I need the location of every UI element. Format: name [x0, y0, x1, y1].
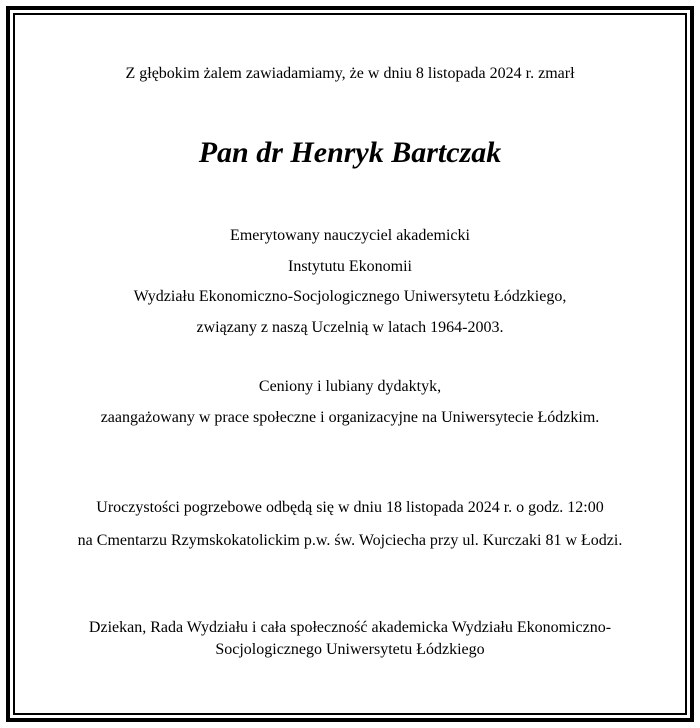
funeral-line-1: Uroczystości pogrzebowe odbędą się w dniu 18 listopada 2024 r. o godz. 12:00 — [96, 499, 604, 516]
bio-line-1: Emerytowany nauczyciel akademicki — [230, 227, 470, 244]
intro-text: Z głębokim żalem zawiadamiamy, że w dniu 8 listopada 2024 r. zmarł — [125, 65, 575, 82]
inner-border — [13, 13, 687, 715]
bio-line-2: Instytutu Ekonomii — [288, 258, 412, 275]
funeral-line-2: na Cmentarzu Rzymskokatolickim p.w. św. Wojciecha przy ul. Kurczaki 81 w Łodzi. — [77, 532, 623, 549]
deceased-name: Pan dr Henryk Bartczak — [198, 136, 502, 169]
bio-line-3: Wydziału Ekonomiczno-Socjologicznego Uniwersytetu Łódzkiego, — [133, 288, 567, 305]
tribute-line-1: Ceniony i lubiany dydaktyk, — [258, 378, 442, 395]
tribute-line-2: zaangażowany w prace społeczne i organizacyjne na Uniwersytecie Łódzkim. — [100, 409, 600, 426]
signature-line-2: Socjologicznego Uniwersytetu Łódzkiego — [215, 641, 485, 658]
bio-line-4: związany z naszą Uczelnią w latach 1964-2003. — [196, 319, 504, 336]
signature-line-1: Dziekan, Rada Wydziału i cała społeczność akademicka Wydziału Ekonomiczno- — [88, 619, 612, 636]
